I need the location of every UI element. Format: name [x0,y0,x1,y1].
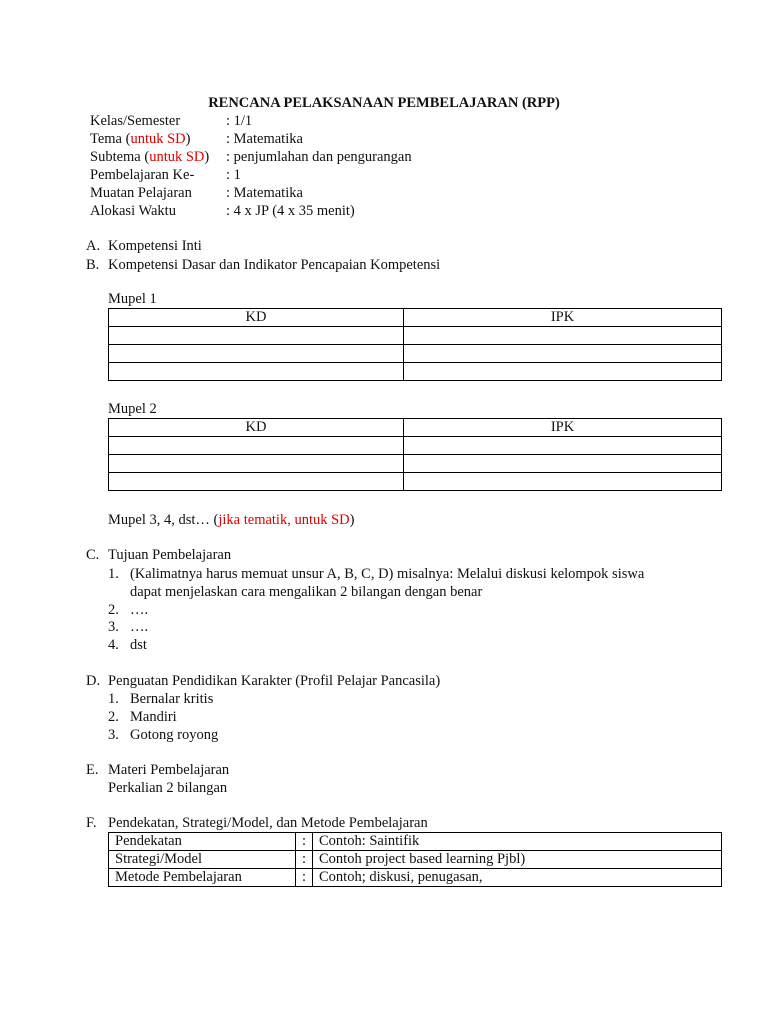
table-row [109,455,722,473]
tujuan-2-number: 2. [108,602,119,618]
metode-value: Contoh project based learning Pjbl) [313,851,722,869]
metode-table [108,832,722,887]
table-row [109,363,722,381]
metode-value: Contoh; diskusi, penugasan, [313,869,722,887]
identity-value-pembelajaran: : 1 [226,167,241,183]
table-row [109,437,722,455]
table-row [109,327,722,345]
table-cell [109,437,404,455]
table-row [109,473,722,491]
tujuan-2-text: …. [130,602,149,618]
identity-value-subtema: : penjumlahan dan pengurangan [226,149,412,165]
document-title: RENCANA PELAKSANAAN PEMBELAJARAN (RPP) [208,95,560,111]
identity-value-alokasi: : 4 x JP (4 x 35 menit) [226,203,355,219]
section-a-title: Kompetensi Inti [108,238,202,254]
table-cell [109,473,404,491]
table-cell [109,345,404,363]
table-row [109,345,722,363]
tujuan-1-line-2: dapat menjelaskan cara mengalikan 2 bilangan dengan benar [130,584,483,600]
mupel-2-caption: Mupel 2 [108,401,157,417]
note-tematik: jika tematik, untuk SD [218,512,350,528]
note-untuk-sd: untuk SD [130,131,186,147]
mupel-1-table [108,308,722,381]
mupel-more-note: Mupel 3, 4, dst… (jika tematik, untuk SD) [108,512,355,528]
identity-value-tema: : Matematika [226,131,303,147]
table-cell [404,455,722,473]
table-row [109,869,722,887]
table-header-row [109,309,722,327]
identity-value-kelas: : 1/1 [226,113,253,129]
column-header-kd: KD [109,419,404,437]
section-d-title: Penguatan Pendidikan Karakter (Profil Pelajar Pancasila) [108,673,441,689]
identity-label-pembelajaran: Pembelajaran Ke- [90,167,195,183]
section-c-letter: C. [86,547,100,563]
metode-label: Pendekatan [109,833,296,851]
section-b-letter: B. [86,257,100,273]
identity-label-subtema: Subtema (untuk SD) [90,149,210,165]
section-f-title: Pendekatan, Strategi/Model, dan Metode Pembelajaran [108,815,428,831]
section-c-title: Tujuan Pembelajaran [108,547,232,563]
karakter-3-text: Gotong royong [130,727,219,743]
materi-text: Perkalian 2 bilangan [108,780,228,796]
column-header-ipk: IPK [404,309,722,327]
table-cell [109,327,404,345]
metode-colon: : [296,869,313,887]
identity-label-tema: Tema (untuk SD) [90,131,191,147]
section-f-letter: F. [86,815,97,831]
karakter-1-number: 1. [108,691,119,707]
identity-value-muatan: : Matematika [226,185,303,201]
metode-label: Strategi/Model [109,851,296,869]
table-cell [404,473,722,491]
metode-label: Metode Pembelajaran [109,869,296,887]
section-a-letter: A. [86,238,101,254]
identity-label-alokasi: Alokasi Waktu [90,203,176,219]
table-row [109,833,722,851]
section-d-letter: D. [86,673,101,689]
metode-colon: : [296,833,313,851]
section-e-letter: E. [86,762,99,778]
tujuan-3-text: …. [130,619,149,635]
column-header-kd: KD [109,309,404,327]
identity-label-muatan: Muatan Pelajaran [90,185,192,201]
metode-value: Contoh: Saintifik [313,833,722,851]
table-header-row [109,419,722,437]
table-row [109,851,722,869]
karakter-1-text: Bernalar kritis [130,691,214,707]
mupel-1-caption: Mupel 1 [108,291,157,307]
section-e-title: Materi Pembelajaran [108,762,230,778]
table-cell [404,363,722,381]
tujuan-1-line-1: (Kalimatnya harus memuat unsur A, B, C, D) misalnya: Melalui diskusi kelompok siswa [130,566,645,582]
identity-label-kelas: Kelas/Semester [90,113,181,129]
table-cell [109,455,404,473]
table-cell [109,363,404,381]
tujuan-4-number: 4. [108,637,119,653]
tujuan-4-text: dst [130,637,147,653]
table-cell [404,345,722,363]
mupel-2-table [108,418,722,491]
note-untuk-sd: untuk SD [149,149,205,165]
karakter-2-number: 2. [108,709,119,725]
tujuan-1-number: 1. [108,566,119,582]
column-header-ipk: IPK [404,419,722,437]
tujuan-3-number: 3. [108,619,119,635]
table-cell [404,327,722,345]
table-cell [404,437,722,455]
karakter-2-text: Mandiri [130,709,177,725]
metode-colon: : [296,851,313,869]
karakter-3-number: 3. [108,727,119,743]
section-b-title: Kompetensi Dasar dan Indikator Pencapaian Kompetensi [108,257,441,273]
